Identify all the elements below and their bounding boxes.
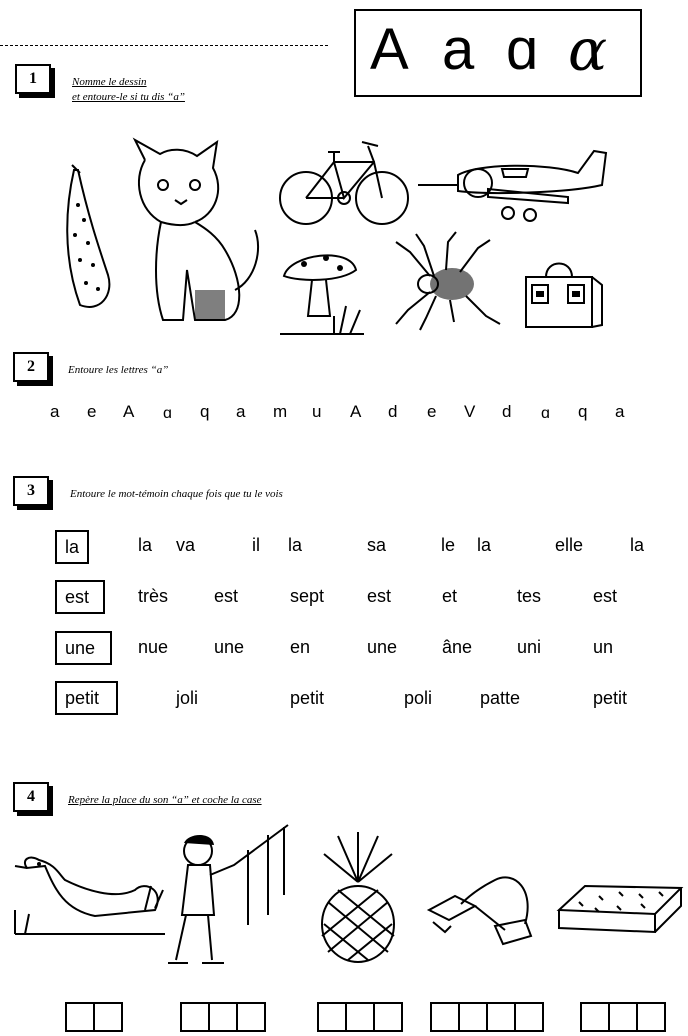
word-item[interactable]: une [214, 637, 245, 657]
banana-picture[interactable] [60, 165, 120, 315]
answer-box[interactable] [610, 1004, 638, 1030]
letter-item[interactable]: V [464, 402, 476, 421]
section-1-instruction-line2: et entoure-le si tu dis “a” [72, 91, 185, 103]
answer-box[interactable] [375, 1004, 401, 1030]
word-item[interactable]: nue [138, 637, 169, 657]
answer-boxes-vacuum-cleaner [430, 1002, 544, 1032]
title-letters-box [354, 9, 642, 97]
word-item[interactable]: est [593, 586, 618, 606]
section-4-number: 4 [13, 782, 49, 812]
model-word-box [55, 631, 112, 665]
letter-item[interactable]: e [427, 402, 437, 421]
section-2-number: 2 [13, 352, 49, 382]
fisherman-picture[interactable] [168, 825, 298, 970]
letter-item[interactable]: u [312, 402, 322, 421]
word-item[interactable]: en [290, 637, 311, 657]
answer-boxes-goose [65, 1002, 123, 1032]
model-word-box [55, 681, 118, 715]
answer-box[interactable] [516, 1004, 542, 1030]
answer-boxes-pineapple [317, 1002, 403, 1032]
section-2-instruction: Entoure les lettres “a” [68, 364, 169, 376]
spider-picture[interactable] [390, 232, 505, 332]
airplane-picture[interactable] [418, 145, 613, 225]
word-item[interactable]: âne [442, 637, 473, 657]
letter-item[interactable]: A [123, 402, 135, 421]
pineapple-picture[interactable] [318, 832, 398, 962]
answer-boxes-fisherman [180, 1002, 266, 1032]
title-letter-lowercase: a [442, 17, 475, 82]
letter-item[interactable]: q [200, 402, 210, 421]
letter-item[interactable]: q [578, 402, 588, 421]
answer-boxes-cake [580, 1002, 666, 1032]
letter-item[interactable]: d [388, 402, 398, 421]
letter-item[interactable]: d [502, 402, 512, 421]
word-item[interactable]: la [288, 535, 303, 555]
model-word-box [55, 580, 105, 614]
letter-item[interactable]: e [87, 402, 97, 421]
answer-box[interactable] [488, 1004, 516, 1030]
answer-box[interactable] [638, 1004, 664, 1030]
title-letter-capital: A [370, 17, 409, 82]
word-item[interactable]: joli [176, 688, 199, 708]
letter-item[interactable]: a [50, 402, 60, 421]
word-item[interactable]: poli [404, 688, 433, 708]
title-letter-cursive: ɑ [568, 16, 608, 84]
answer-box[interactable] [460, 1004, 488, 1030]
letter-item[interactable]: ɑ [541, 405, 550, 422]
word-item[interactable]: la [138, 535, 153, 555]
section-3-instruction: Entoure le mot-témoin chaque fois que tu le vois [70, 488, 283, 500]
letter-item[interactable]: ɑ [163, 405, 172, 422]
model-word: une [65, 638, 96, 658]
model-word-box [55, 530, 89, 564]
word-item[interactable]: elle [555, 535, 584, 555]
word-item[interactable]: le [441, 535, 456, 555]
vacuum-cleaner-picture[interactable] [425, 870, 550, 950]
word-item[interactable]: sa [367, 535, 387, 555]
model-word: est [65, 587, 90, 607]
word-item[interactable]: patte [480, 688, 521, 708]
word-item[interactable]: est [214, 586, 239, 606]
answer-box[interactable] [182, 1004, 210, 1030]
cat-picture[interactable] [125, 140, 265, 325]
word-item[interactable]: la [630, 535, 645, 555]
title-letter-script: ɑ [506, 17, 539, 82]
section-1-number: 1 [15, 64, 51, 94]
answer-box[interactable] [347, 1004, 375, 1030]
answer-box[interactable] [319, 1004, 347, 1030]
answer-box[interactable] [95, 1004, 121, 1030]
word-item[interactable]: petit [593, 688, 628, 708]
letter-item[interactable]: a [615, 402, 625, 421]
mushroom-picture[interactable] [280, 246, 370, 341]
section-4-instruction: Repère la place du son “a” et coche la case [68, 794, 262, 806]
answer-box[interactable] [432, 1004, 460, 1030]
word-item[interactable]: va [176, 535, 196, 555]
model-word: la [65, 537, 80, 557]
word-item[interactable]: très [138, 586, 169, 606]
schoolbag-picture[interactable] [522, 255, 607, 330]
word-item[interactable]: uni [517, 637, 542, 657]
section-3-number: 3 [13, 476, 49, 506]
word-item[interactable]: et [442, 586, 458, 606]
letter-item[interactable]: A [350, 402, 362, 421]
cake-picture[interactable] [555, 880, 685, 945]
dashed-name-line [0, 45, 328, 46]
letter-item[interactable]: a [236, 402, 246, 421]
word-item[interactable]: est [367, 586, 392, 606]
bicycle-picture[interactable] [278, 132, 410, 230]
word-item[interactable]: tes [517, 586, 542, 606]
model-word: petit [65, 688, 100, 708]
word-item[interactable]: il [252, 535, 260, 555]
word-item[interactable]: la [477, 535, 492, 555]
answer-box[interactable] [210, 1004, 238, 1030]
answer-box[interactable] [582, 1004, 610, 1030]
word-item[interactable]: petit [290, 688, 325, 708]
section-1-instruction-line1: Nomme le dessin [72, 76, 147, 88]
answer-box[interactable] [238, 1004, 264, 1030]
letter-item[interactable]: m [273, 402, 288, 421]
word-item[interactable]: une [367, 637, 398, 657]
word-item[interactable]: sept [290, 586, 325, 606]
word-item[interactable]: un [593, 637, 614, 657]
answer-box[interactable] [67, 1004, 95, 1030]
goose-picture[interactable] [15, 850, 165, 940]
